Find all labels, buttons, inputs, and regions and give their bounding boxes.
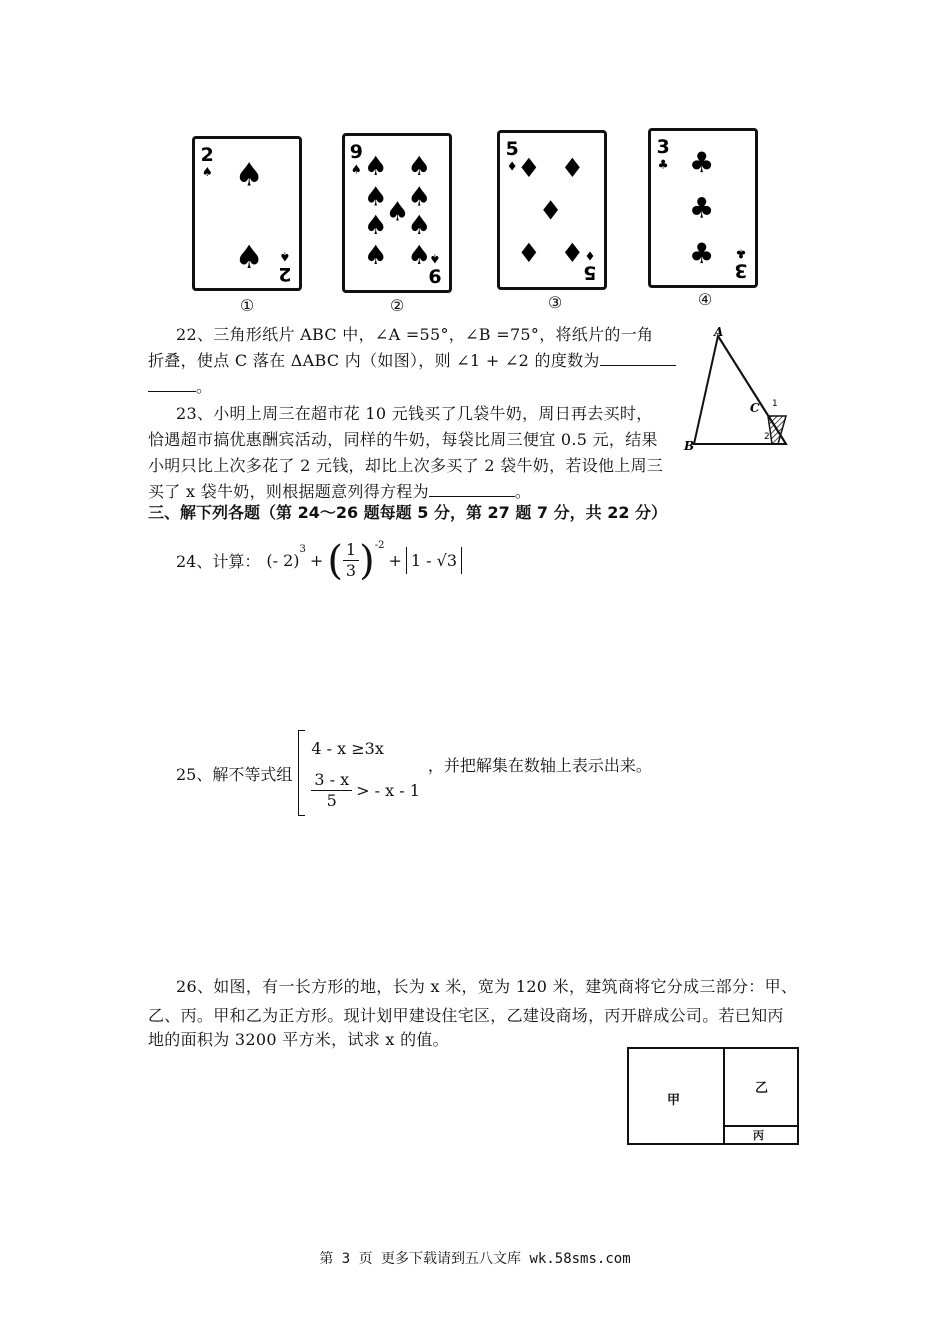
- card-2-pip: ♠: [407, 240, 432, 272]
- q26-line3: 地的面积为 3200 平方米，试求 x 的值。: [148, 1030, 449, 1049]
- card-2-face: [345, 136, 449, 290]
- card-4-rank-bottom: 3: [734, 259, 748, 282]
- q24-plus2: +: [388, 551, 402, 570]
- q24-frac-den: 3: [345, 561, 357, 580]
- card-4-pip: ♣: [688, 236, 715, 270]
- q26-line1: 26、如图，有一长方形的地，长为 x 米，宽为 120 米，建筑商将它分成三部分：甲、: [176, 977, 798, 996]
- q24-abs: 1 - √3: [406, 547, 462, 574]
- question-25: [176, 730, 652, 816]
- q24-plus1: +: [309, 551, 324, 570]
- card-1-label: ①: [239, 296, 255, 315]
- card-2-rank-top: 9: [349, 141, 363, 164]
- q24-exp1: 3: [299, 544, 306, 555]
- q23-answer-blank[interactable]: [429, 496, 515, 497]
- card-3-pip: ♦: [517, 152, 541, 184]
- q24-paren-close: ): [359, 537, 375, 584]
- card-3-suit-bottom: ♦: [584, 248, 596, 263]
- card-1-rank-bottom: 2: [278, 262, 292, 285]
- card-1-suit-bottom: ♠: [279, 249, 291, 264]
- q24-fraction: [343, 540, 359, 581]
- card-2-pip: ♠: [407, 151, 432, 183]
- card-3-suit-top: ♦: [506, 159, 518, 174]
- card-2-suit-bottom: ♠: [429, 251, 441, 266]
- card-4-label: ④: [697, 290, 713, 309]
- q23-line3: 小明只比上次多花了 2 元钱，却比上次多买了 2 袋牛奶，若设他上周三: [148, 456, 664, 475]
- vertex-b-label: B: [684, 439, 695, 453]
- card-2-rank-bottom: 9: [428, 264, 442, 287]
- q24-term1: (- 2): [266, 551, 300, 570]
- card-2-pip: ♠: [363, 240, 388, 272]
- q25-frac-den: 5: [326, 790, 337, 810]
- vertex-a-label: A: [714, 325, 724, 339]
- card-4-rank-top: 3: [656, 136, 670, 159]
- card-2-pip: ♠: [363, 151, 388, 183]
- card-4-face: [651, 131, 755, 285]
- card-4-pip: ♣: [688, 191, 715, 225]
- card-4-suit-bottom: ♣: [735, 246, 747, 261]
- section-3-heading: 三、解下列各题（第 24～26 题每题 5 分，第 27 题 7 分，共 22 分）: [148, 503, 668, 522]
- question-24: [176, 537, 462, 584]
- q24-exp2: -2: [374, 540, 385, 551]
- angle-2-label: 2: [764, 432, 770, 442]
- q23-line1: 23、小明上周三在超市花 10 元钱买了几袋牛奶，周日再去买时，: [176, 404, 653, 423]
- q24-label: 24、计算：: [176, 552, 261, 571]
- plot-divider-vertical: [723, 1049, 725, 1143]
- angle-1-label: 1: [772, 399, 778, 409]
- playing-card-4: [648, 128, 758, 288]
- q23-line2: 恰遇超市搞优惠酬宾活动，同样的牛奶，每袋比周三便宜 0.5 元，结果: [148, 430, 658, 449]
- q25-ineq1: 4 - x ≥3x: [311, 738, 384, 758]
- q25-label: 25、解不等式组: [176, 764, 293, 784]
- card-2-pip: ♠: [407, 209, 432, 241]
- plot-bing-label: 丙: [753, 1129, 764, 1142]
- card-3-pip: ♦: [538, 195, 563, 227]
- card-3-face: [500, 133, 604, 287]
- question-22: [148, 322, 688, 400]
- q25-frac-num: 3 - x: [311, 770, 352, 791]
- q22-answer-blank-cont[interactable]: [148, 391, 196, 392]
- playing-card-1: [192, 136, 302, 291]
- land-plot-figure: [627, 1047, 799, 1145]
- card-3-pip: ♦: [560, 238, 585, 269]
- folded-triangle-figure: [682, 324, 802, 454]
- q25-brace: [298, 730, 305, 816]
- playing-card-2: [342, 133, 452, 293]
- card-2-pip: ♠: [363, 209, 388, 241]
- q24-frac-num: 1: [343, 540, 359, 561]
- playing-card-3: [497, 130, 607, 290]
- q22-line3: [148, 374, 688, 400]
- card-1-pip: ♠: [234, 237, 264, 276]
- card-2-label: ②: [389, 296, 405, 315]
- card-2-pip: ♠: [385, 196, 410, 228]
- q23-line4-end: 。: [514, 482, 532, 501]
- card-4-pip: ♣: [688, 146, 715, 180]
- q26-line2: 乙、丙。甲和乙为正方形。现计划甲建设住宅区，乙建设商场，丙开辟成公司。若已知丙: [148, 1006, 784, 1025]
- card-2-pip: ♠: [407, 181, 432, 213]
- plot-yi-label: 乙: [755, 1081, 769, 1096]
- card-1-suit-top: ♠: [201, 165, 213, 180]
- q25-system: [311, 736, 420, 811]
- q22-line1: 22、三角形纸片 ABC 中，∠A =55°，∠B =75°，将纸片的一角: [176, 325, 654, 344]
- card-3-rank-bottom: 5: [583, 261, 597, 284]
- card-2-pip: ♠: [363, 181, 388, 213]
- page-footer: 第 3 页 更多下载请到五八文库 wk.58sms.com: [319, 1251, 631, 1267]
- question-23: [148, 401, 688, 505]
- card-1-pip: ♠: [234, 155, 264, 194]
- q25-ineq2-rest: > - x - 1: [356, 780, 420, 800]
- q22-line2-text: 折叠，使点 C 落在 ΔABC 内（如图），则 ∠1 + ∠2 的度数为: [148, 351, 600, 370]
- card-3-rank-top: 5: [505, 138, 519, 161]
- q22-answer-blank[interactable]: [600, 365, 676, 366]
- card-1-face: [195, 139, 299, 288]
- card-3-pip: ♦: [517, 238, 541, 269]
- card-3-pip: ♦: [560, 152, 585, 184]
- question-26: [148, 970, 818, 1052]
- card-3-label: ③: [547, 293, 563, 312]
- q25-fraction: [311, 770, 352, 811]
- q22-line2: [148, 348, 688, 374]
- q24-paren-open: (: [327, 537, 343, 584]
- q22-line3-end: 。: [196, 377, 213, 396]
- card-1-rank-top: 2: [200, 144, 214, 167]
- q25-ineq2: [311, 770, 420, 811]
- card-2-suit-top: ♠: [350, 162, 362, 177]
- q25-tail: ，并把解集在数轴上表示出来。: [427, 755, 652, 775]
- plot-jia-label: 甲: [667, 1093, 681, 1108]
- card-4-suit-top: ♣: [657, 157, 669, 172]
- q23-line4-text: 买了 x 袋牛奶，则根据题意列得方程为: [148, 482, 429, 501]
- vertex-c-label: C: [750, 401, 760, 415]
